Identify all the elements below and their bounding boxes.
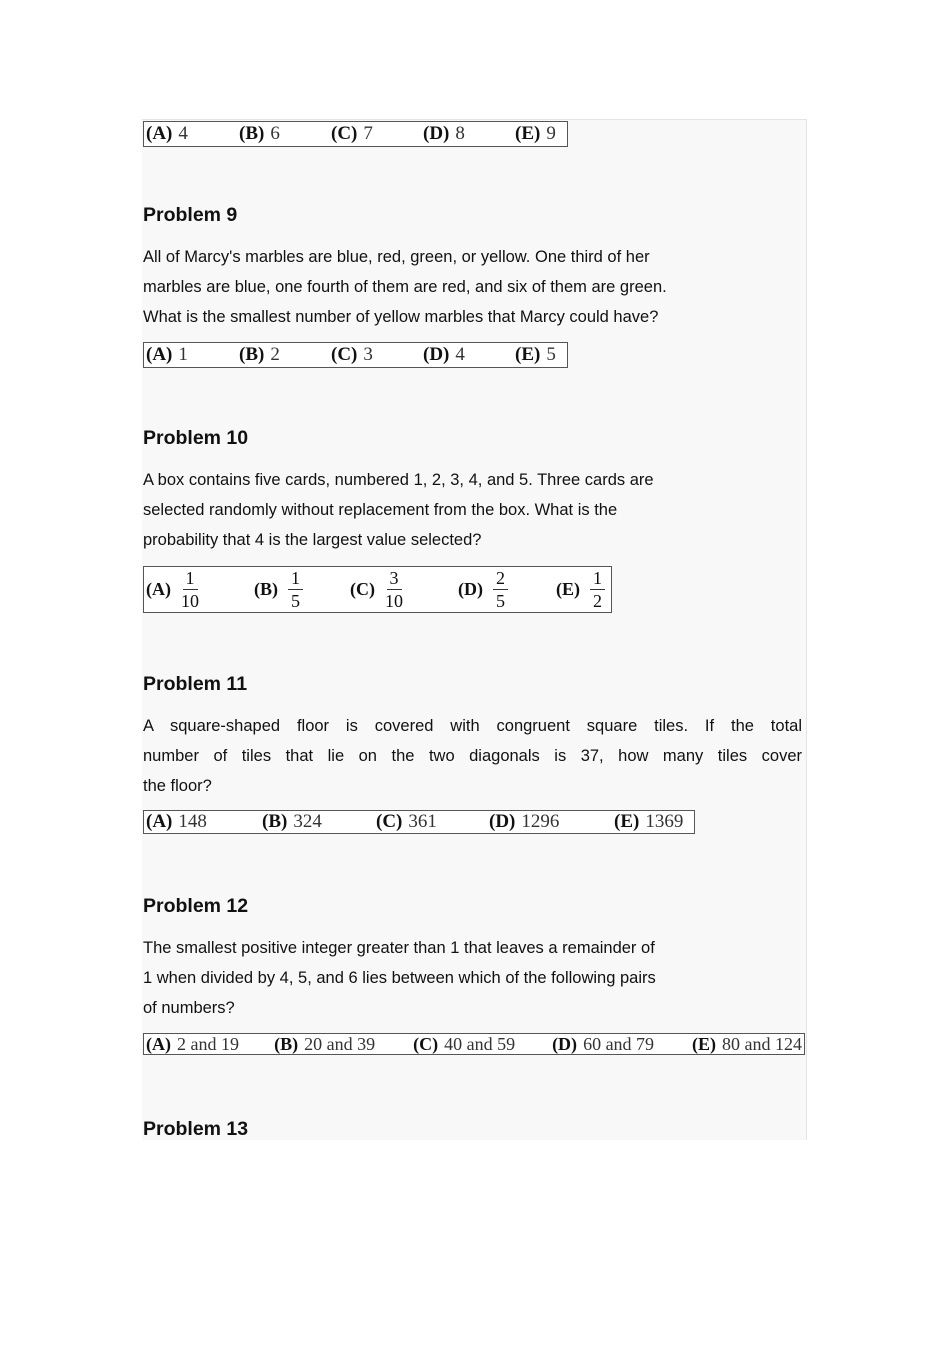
fraction: $\frac{1}{10}$ (181, 568, 199, 611)
choice-d: (D) 8 (423, 123, 465, 144)
choice-d: (D) 4 (423, 344, 465, 365)
fraction: $\frac{1}{5}$ (288, 569, 303, 610)
fraction: $\frac{1}{2}$ (590, 569, 605, 610)
choice-d: (D) 1296 (489, 811, 560, 832)
problem-11-text: A square-shaped floor is covered with congruent square tiles. If the total number of tiles that lie on the two diagonals is 37, how many tiles cover the floor? (143, 717, 802, 795)
problem-9-choices (143, 342, 568, 368)
choice-c: (C) 3 (331, 344, 373, 365)
choice-e: (E) 1369 (614, 811, 684, 832)
choice-b: (B) 2 (239, 344, 280, 365)
choice-e: (E) $\frac{1}{2}$ (556, 569, 605, 610)
choice-a: (A) 1 (146, 344, 188, 365)
fraction: $\frac{3}{10}$ (385, 568, 403, 611)
problem-9-title: Problem 9 (143, 204, 238, 226)
problem-11-choices (143, 810, 695, 834)
problem-12-text: The smallest positive integer greater than 1 that leaves a remainder of 1 when divided by 4, 5, and 6 lies between which of the following pairs of numbers? (143, 939, 656, 1017)
choice-a: (A) 4 (146, 123, 188, 144)
choice-c: (C) $\frac{3}{10}$ (350, 568, 403, 611)
choice-c: (C) 40 and 59 (413, 1033, 516, 1054)
problem-9-text: All of Marcy's marbles are blue, red, green, or yellow. One third of her marbles are blue, one fourth of them are red, and six of them are green. What is the smallest number of yellow marbles that Marcy could have? (143, 248, 667, 326)
fraction: $\frac{2}{5}$ (493, 569, 508, 610)
choice-d: (D) $\frac{2}{5}$ (458, 569, 556, 610)
choice-b: (B) 324 (262, 811, 322, 832)
problem-11-title: Problem 11 (143, 673, 248, 695)
choice-e: (E) 80 and 124 (692, 1033, 803, 1054)
problem-12-title: Problem 12 (143, 895, 249, 917)
choice-c: (C) 7 (331, 123, 373, 144)
problem-13-title: Problem 13 (143, 1118, 249, 1140)
problem-10-choices (143, 566, 612, 613)
choice-b: (B) 20 and 39 (274, 1033, 376, 1054)
problem-12-choices (143, 1033, 805, 1055)
choice-b: (B) 6 (239, 123, 280, 144)
problem-10-text: A box contains five cards, numbered 1, 2, 3, 4, and 5. Three cards are selected randomly without replacement from the box. What is the probability that 4 is the largest value selected? (143, 471, 654, 549)
problem-page (142, 119, 807, 1140)
answer-choices-top (143, 121, 568, 147)
choice-d: (D) 60 and 79 (552, 1033, 655, 1054)
choice-b: (B) $\frac{1}{5}$ (254, 569, 350, 610)
choice-e: (E) 9 (515, 123, 556, 144)
choice-a: (A) 2 and 19 (146, 1033, 239, 1054)
choice-a: (A) 148 (146, 811, 207, 832)
choice-c: (C) 361 (376, 811, 437, 832)
choice-e: (E) 5 (515, 344, 556, 365)
problem-10-title: Problem 10 (143, 427, 249, 449)
choice-a: (A) $\frac{1}{10}$ (146, 568, 199, 611)
